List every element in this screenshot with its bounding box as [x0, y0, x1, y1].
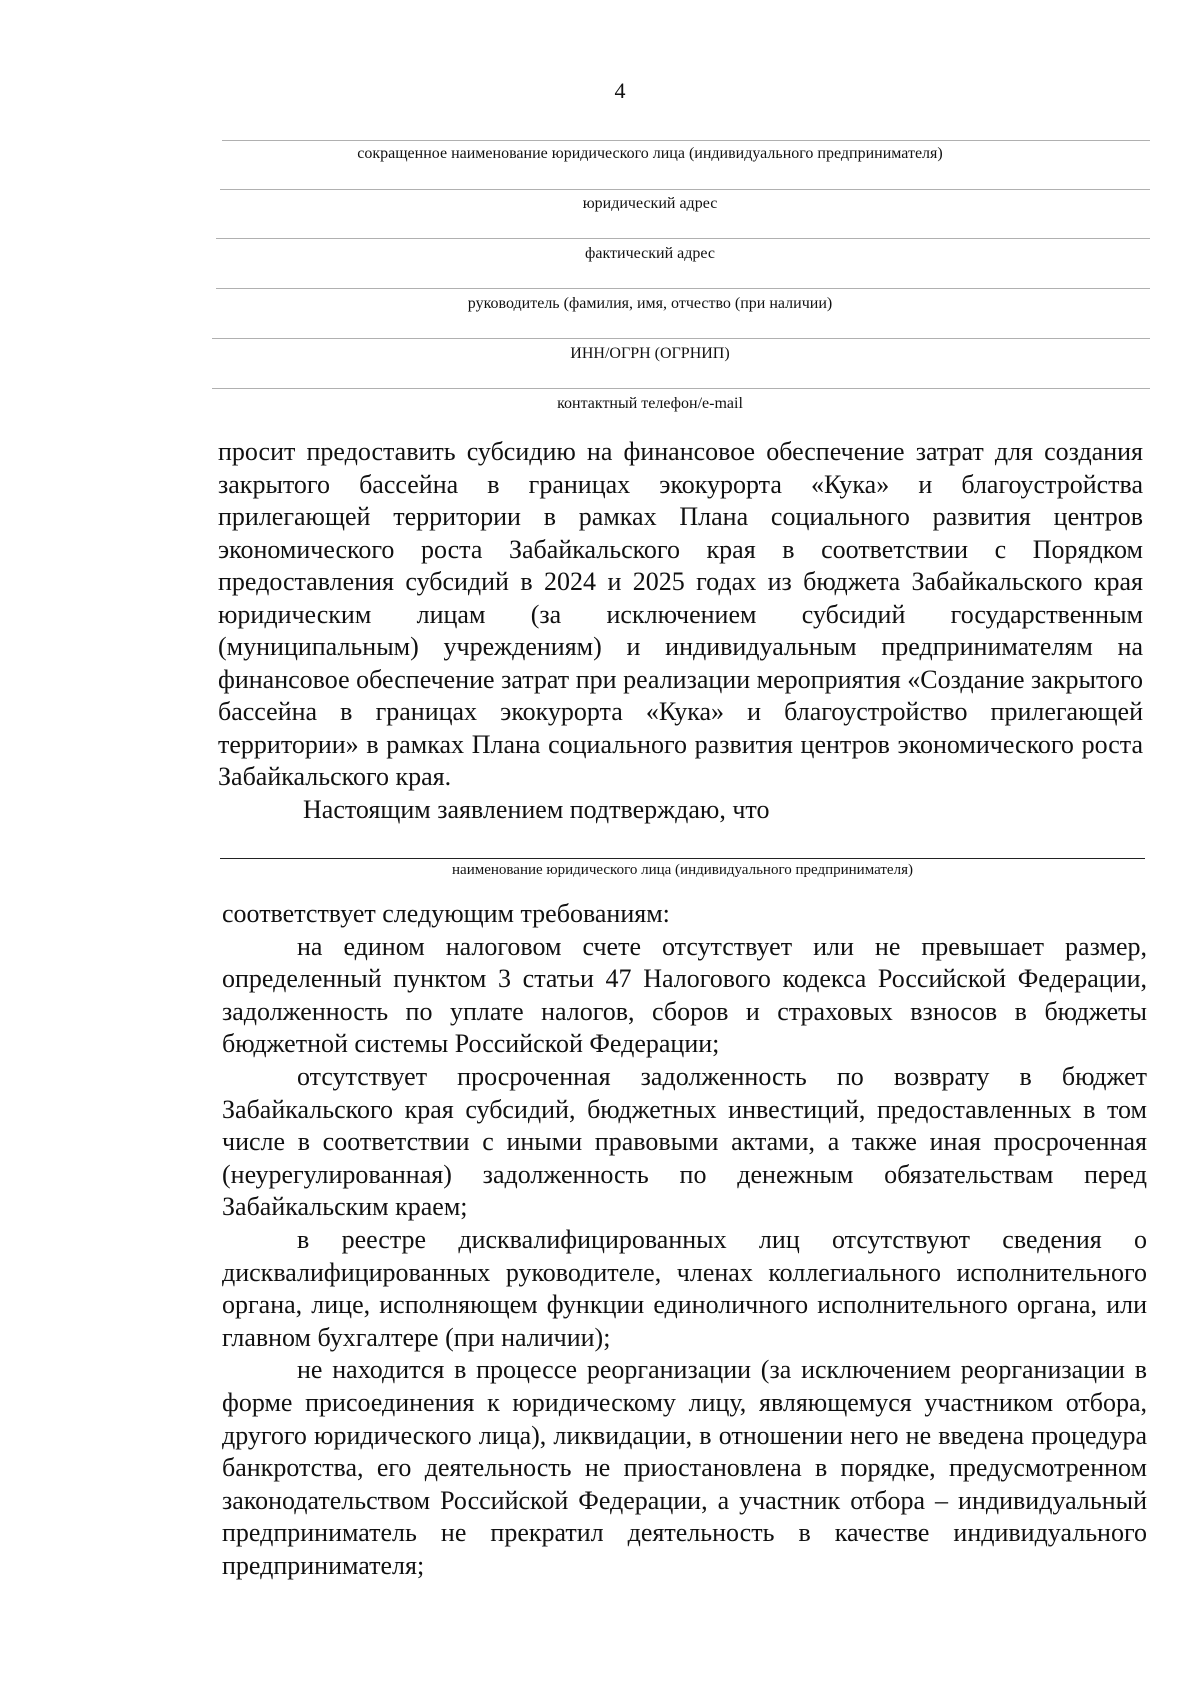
form-field-line[interactable]	[222, 140, 1150, 141]
form-field-line[interactable]	[212, 338, 1150, 339]
entity-name-field-line[interactable]	[220, 858, 1145, 859]
confirm-line: Настоящим заявлением подтверждаю, что	[303, 794, 770, 824]
form-field-line[interactable]	[216, 288, 1150, 289]
form-field-line[interactable]	[216, 238, 1150, 239]
form-field-line[interactable]	[220, 189, 1150, 190]
form-field-caption: сокращенное наименование юридического лица (индивидуального предпринимателя)	[357, 145, 943, 162]
requirement-item: не находится в процессе реорганизации (за исключением реорганизации в форме присоединения к юридическому лицу, являющемуся участником отбора, другого юридического лица), ликвидации, в отношении него не введена процедура банкротства, его деятельность не приостановлена в порядке, предусмотренном законодательством Российской Федерации, а участник отбора – индивидуальный предприниматель не прекратил деятельность в качестве индивидуального предпринимателя;	[222, 1355, 1147, 1580]
form-field-caption: юридический адрес	[582, 195, 718, 212]
form-field-caption: фактический адрес	[585, 245, 715, 262]
form-field-caption: руководитель (фамилия, имя, отчество (при наличии)	[467, 295, 833, 312]
request-text-block	[218, 436, 1143, 826]
requirement-item: отсутствует просроченная задолженность по возврату в бюджет Забайкальского края субсидий, бюджетных инвестиций, предоставленных в том числе в соответствии с иными правовыми актами, а также иная просроченная (неурегулированная) задолженность по денежным обязательствам перед Забайкальским краем;	[222, 1061, 1147, 1222]
page-number: 4	[614, 78, 626, 103]
requirement-item: в реестре дисквалифицированных лиц отсутствуют сведения о дисквалифицированных руководителе, членах коллегиального исполнительного органа, лице, исполняющем функции единоличного исполнительного органа, или главном бухгалтере (при наличии);	[222, 1224, 1147, 1352]
form-field-line[interactable]	[212, 388, 1150, 389]
requirements-block	[222, 898, 1147, 1582]
request-paragraph: просит предоставить субсидию на финансовое обеспечение затрат для создания закрытого бассейна в границах экокурорта «Кука» и благоустройства прилегающей территории в рамках Плана социального развития центров экономического роста Забайкальского края в соответствии с Порядком предоставления субсидий в 2024 и 2025 годах из бюджета Забайкальского края юридическим лицам (за исключением субсидий государственным (муниципальным) учреждениям) и индивидуальным предпринимателям на финансовое обеспечение затрат при реализации мероприятия «Создание закрытого бассейна в границах экокурорта «Кука» и благоустройство прилегающей территории» в рамках Плана социального развития центров экономического роста Забайкальского края.	[218, 437, 1143, 791]
form-field-caption: контактный телефон/e-mail	[557, 395, 743, 412]
form-field-caption: ИНН/ОГРН (ОГРНИП)	[570, 345, 730, 362]
requirements-intro: соответствует следующим требованиям:	[222, 899, 670, 928]
entity-name-field-caption: наименование юридического лица (индивидуального предпринимателя)	[452, 862, 913, 878]
requirement-item: на едином налоговом счете отсутствует или не превышает размер, определенный пунктом 3 статьи 47 Налогового кодекса Российской Федерации, задолженность по уплате налогов, сборов и страховых взносов в бюджеты бюджетной системы Российской Федерации;	[222, 931, 1147, 1059]
